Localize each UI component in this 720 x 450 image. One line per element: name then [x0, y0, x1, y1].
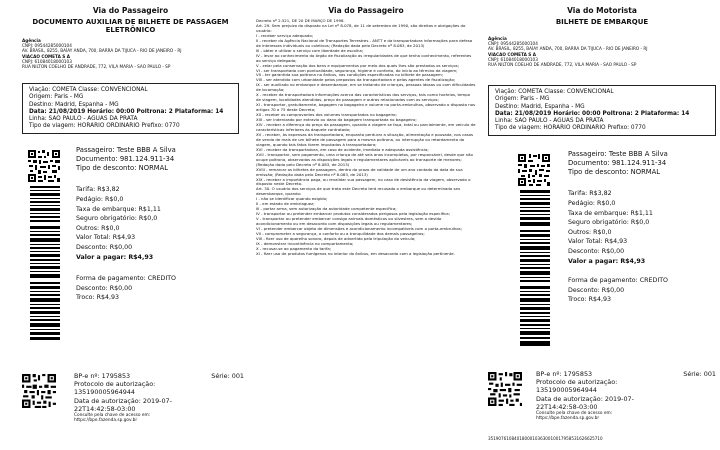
- fare-outros: Outros: R$0,0: [568, 228, 612, 236]
- protocol-label: Protocolo de autorização:: [74, 380, 156, 389]
- fare-embarque: Taxa de embarque: R$1,11: [76, 205, 161, 213]
- passenger-document: Documento: 981.124.911-34: [76, 155, 175, 164]
- authorization-time: 22T14:42:58-03:00: [536, 402, 598, 411]
- legal-paragraph: III - obter e utilizar o serviço com liberdade de escolha;: [256, 47, 364, 53]
- legal-paragraph: XVII - transportar, sem pagamento, uma criança de até seis anos incompletos, por responsável, desde que não ocupe poltrona, observadas as disposições legais e regulamentares aplicáveis ao transporte de menores; (Redação dada pelo Decreto nº 8.083, de 2013): [256, 151, 473, 167]
- via-heading: Via do Passageiro: [92, 6, 169, 15]
- discount-type: Tipo de desconto: NORMAL: [568, 168, 661, 177]
- payment-discount: Desconto: R$0,00: [76, 284, 133, 292]
- legal-paragraph: II - receber da Agência Nacional de Transportes Terrestres - ANTT e da transportadora informações para defesa de interesses individuais ou coletivos; (Redação dada pelo Decreto nº 8.083, de 2013): [256, 37, 473, 48]
- barcode-icon: [30, 186, 60, 222]
- fare-tarifa: Tarifa: R$3,82: [568, 190, 612, 198]
- legal-paragraph: Decreto nº 2.521, DE 20 DE MARÇO DE 1998.: [256, 18, 345, 23]
- viacao-line: Viação: COMETA Classe: CONVENCIONAL: [29, 87, 148, 94]
- payment-block: [76, 274, 245, 303]
- passenger-document: Documento: 981.124.911-34: [568, 159, 667, 168]
- bpe-series: Série: 001: [211, 372, 244, 380]
- authorization-block: [74, 372, 244, 423]
- date-line: Data: 21/08/2019 Horário: 00:00 Poltrona: 2 Plataforma: 14: [495, 110, 690, 117]
- destination-line: Destino: Madrid, Espanha - MG: [495, 103, 585, 110]
- agency-address: AV. BRASIL, 8255, BAÍAY ANDA, 700, BARRA DA TIJUCA - RIO DE JANEIRO - RJ: [488, 46, 648, 52]
- barcode-icon: [520, 286, 550, 346]
- qr-code-icon: [518, 154, 550, 186]
- legal-paragraph: VI - pretender embarcar objeto de dimensões e acondicionamento incompatíveis com o porta-embrulhos;: [256, 226, 462, 232]
- agency-cnpj: CNPJ: 09544285000104: [22, 43, 72, 49]
- fare-pagar: Valor a pagar: R$4,93: [568, 257, 646, 265]
- payment-discount: Desconto: R$0,00: [568, 286, 625, 294]
- legal-paragraph: IX - demonstrar incontinência no comportamento;: [256, 240, 354, 246]
- legal-paragraph: X - recusar-se ao pagamento da tarifa;: [256, 245, 332, 251]
- legal-paragraph: V - zelar pela conservação dos bens e equipamentos por meio dos quais lhes são prestados os serviços;: [256, 62, 460, 68]
- qr-code-icon: [28, 150, 60, 182]
- protocol-number: 135190005964944: [536, 386, 597, 395]
- agency-label: Agência: [488, 36, 507, 41]
- payment-method: Forma de pagamento: CREDITO: [76, 275, 177, 283]
- qr-code-icon: [488, 372, 522, 406]
- fare-pedagio: Pedágio: R$0,0: [568, 200, 616, 208]
- legal-paragraph: XV - receber, às expensas da transportadora, enquanto perdurar a situação, alimentação e pousada, nos casos de venda de mais de um bilhete de passagem para a mesma poltrona, ou interrupção ou retardamento da viagem, quando tais fatos forem imputados à transportadora;: [256, 131, 474, 147]
- fare-seguro: Seguro obrigatório: R$0,0: [568, 219, 650, 227]
- company-name: VIACAO COMETA S A: [22, 53, 70, 59]
- protocol-number: 135190005964944: [74, 388, 135, 397]
- legal-paragraph: V - transportar ou pretender embarcar consigo animais domésticos ou silvestres, sem o devido acondicionamento ou em desacordo com disposições legais ou regulamentares;: [256, 216, 442, 227]
- fare-desconto: Desconto: R$0,00: [568, 248, 625, 255]
- route-line: Linha: SAO PAULO - AGUAS DA PRATA: [29, 116, 138, 123]
- fare-desconto: Desconto: R$0,00: [76, 244, 133, 251]
- destination-line: Destino: Madrid, Espanha - MG: [29, 101, 119, 108]
- legal-paragraph: XVIII - remarcar os bilhetes de passagem, dentro do prazo de validade de um ano contado da data de sua emissão; (Redação dada pelo Decreto nº 8.083, de 2013): [256, 166, 463, 177]
- legal-paragraph: VIII - ser atendido com urbanidade pelos prepostos da transportadora e pelos agentes de fiscalização;: [256, 77, 456, 83]
- legal-paragraph: XI - fizer uso de produtos fumígenos no interior do ônibus, em desacordo com a legislação pertinente.: [256, 250, 455, 256]
- company-name: VIACAO COMETA S A: [488, 51, 536, 57]
- fare-pagar: Valor a pagar: R$4,93: [76, 253, 154, 261]
- legal-paragraph: XIV - receber a diferença do preço da passagem, quando a viagem se faça, total ou parcialmente, em veículo de características inferiores às daquele contratado;: [256, 122, 476, 132]
- legal-paragraph: IX - ser auxiliado no embarque e desembarque, em se tratando de crianças, pessoas idosas ou com dificuldades de locomoção;: [256, 82, 476, 93]
- payment-change: Troco: R$4,93: [76, 294, 120, 302]
- consult-label: Consulte pela chave de acesso em:: [74, 413, 151, 419]
- origin-line: Origem: Paris - MG: [495, 96, 550, 103]
- legal-paragraph: XIII - ser indenizado por extravio ou dano da bagagem transportada no bagageiro;: [256, 117, 417, 123]
- legal-paragraph: X - receber da transportadora informações acerca das características dos serviços, tais como horários, tempo de viagem, localidades atendidas, preço de passagem e outras relacionadas com os serviços;: [256, 92, 471, 103]
- fare-seguro: Seguro obrigatório: R$0,0: [76, 215, 158, 223]
- barcode-icon: [30, 282, 60, 340]
- bpe-number: BP-e nº: 1795853: [74, 372, 131, 380]
- viacao-line: Viação: COMETA Classe: CONVENCIONAL: [495, 89, 614, 96]
- document-title: BILHETE DE EMBARQUE: [555, 18, 649, 26]
- authorization-time: 22T14:42:58-03:00: [74, 404, 136, 413]
- route-line: Linha: SAO PAULO - AGUAS DA PRATA: [495, 118, 604, 125]
- fare-list: [568, 189, 718, 266]
- legal-paragraph: VII - ter garantida sua poltrona no ônibus, nas condições especificadas no bilhete de passagem;: [256, 72, 444, 78]
- qr-code-icon: [22, 374, 56, 408]
- protocol-label: Protocolo de autorização:: [536, 378, 618, 387]
- legal-paragraph: XIX - receber a importância paga, ou revalidar sua passagem, no caso de desistência da viagem, observado o disposto neste Decreto.: [256, 176, 471, 187]
- access-key: 35190761084018000103630010017958531626625710: [488, 436, 603, 441]
- trip-type-line: Tipo de viagem: HORARIO ORDINARIO Prefixo: 0770: [495, 125, 646, 132]
- barcode-icon: [30, 226, 60, 278]
- agency-cnpj: CNPJ: 09544285000104: [488, 41, 538, 47]
- payment-block: [568, 276, 718, 305]
- passenger-ticket-column: [0, 0, 245, 450]
- legal-paragraph: I - receber serviço adequado;: [256, 32, 314, 38]
- fare-outros: Outros: R$0,0: [76, 224, 120, 232]
- legal-paragraph: VIII - fizer uso de aparelho sonoro, depois de advertido pela tripulação do veículo;: [256, 235, 416, 241]
- payment-change: Troco: R$4,93: [568, 296, 612, 304]
- legal-paragraph: I - não se identificar quando exigido;: [256, 196, 328, 202]
- bpe-series: Série: 001: [683, 370, 716, 378]
- agency-address: AV. BRASIL, 8255, BAÍAY ANDA, 700, BARRA DA TIJUCA - RIO DE JANEIRO - RJ: [22, 48, 182, 54]
- legal-paragraph: XVI - receber da transportadora, em caso de acidente, imediata e adequada assistência;: [256, 146, 429, 152]
- authorization-block: [536, 370, 716, 421]
- driver-ticket-column: [478, 0, 720, 450]
- barcode-icon: [520, 190, 550, 226]
- trip-type-line: Tipo de viagem: HORARIO ORDINARIO Prefixo: 0770: [29, 123, 180, 130]
- legal-text: [256, 19, 476, 257]
- via-heading: Via do Motorista: [567, 6, 637, 15]
- agency-label: Agência: [22, 38, 41, 43]
- authorization-date: Data de autorização: 2019-07-: [536, 394, 634, 403]
- origin-line: Origem: Paris - MG: [29, 94, 84, 101]
- legal-paragraph: XII - receber os comprovantes dos volumes transportados no bagageiro;: [256, 112, 397, 118]
- legal-paragraph: IV - transportar ou pretender embarcar produtos considerados perigosos pela legislação específica;: [256, 211, 450, 217]
- company-cnpj: CNPJ: 61084018000103: [488, 56, 538, 62]
- authorization-date: Data de autorização: 2019-07-: [74, 396, 172, 405]
- barcode-icon: [520, 230, 550, 282]
- document-title: DOCUMENTO AUXILIAR DE BILHETE DE PASSAGEM ELETRÔNICO: [32, 18, 229, 34]
- legal-paragraph: Art. 29. Sem prejuízo do disposto na Lei nº 8.078, de 11 de setembro de 1990, são direitos e obrigações do usuário:: [256, 22, 466, 33]
- agency-block: [488, 36, 716, 67]
- discount-type: Tipo de desconto: NORMAL: [76, 164, 169, 173]
- legal-paragraph: VI - ser transportado com pontualidade, segurança, higiene e conforto, do início ao término da viagem;: [256, 67, 458, 73]
- consult-url[interactable]: https://bpe.fazenda.sp.gov.br: [74, 418, 138, 424]
- company-cnpj: CNPJ: 61084018000103: [22, 58, 72, 64]
- legal-paragraph: XI - transportar, gratuitamente, bagagem no bagageiro e volume no porta-embrulhos, observado o disposto nos artigos 70 a 75 deste Decreto;: [256, 102, 476, 113]
- company-address: RUA NILTON COELHO DE ANDRADE, 772, VILA MARIA - SAO PAULO - SP: [488, 62, 637, 68]
- fare-embarque: Taxa de embarque: R$1,11: [568, 209, 653, 217]
- fare-list: [76, 185, 245, 262]
- legal-paragraph: VII - comprometer a segurança, o conforto ou a tranquilidade dos demais passageiros;: [256, 230, 425, 236]
- legal-paragraph: III - portar arma, sem autorização da autoridade competente específica;: [256, 206, 397, 212]
- legal-terms-column: [250, 0, 480, 450]
- fare-total: Valor Total: R$4,93: [568, 238, 628, 246]
- agency-block: [22, 38, 239, 69]
- passenger-name-text: Passageiro: Teste BBB A Silva: [76, 146, 176, 155]
- company-address: RUA NILTON COELHO DE ANDRADE, 772, VILA MARIA - SAO PAULO - SP: [22, 64, 171, 70]
- passenger-name: Passageiro: Teste BBB A Silva: [568, 150, 668, 159]
- consult-label: Consulte pela chave de acesso em:: [536, 411, 613, 417]
- legal-paragraph: IV - levar ao conhecimento do órgão de fiscalização as irregularidades de que tenha conhecimento, referentes ao serviço delegado;: [256, 52, 472, 63]
- consult-url[interactable]: https://bpe.fazenda.sp.gov.br: [536, 416, 600, 422]
- legal-paragraph: II - em estado de embriaguez;: [256, 201, 315, 207]
- trip-info-box: [488, 85, 716, 136]
- fare-pedagio: Pedágio: R$0,0: [76, 196, 124, 204]
- payment-method: Forma de pagamento: CREDITO: [568, 277, 669, 285]
- date-line: Data: 21/08/2019 Horário: 00:00 Poltrona: 2 Plataforma: 14: [29, 108, 224, 115]
- bpe-number: BP-e nº: 1795853: [536, 370, 593, 378]
- fare-total: Valor Total: R$4,93: [76, 234, 136, 242]
- via-heading: Via do Passageiro: [328, 6, 404, 15]
- passenger-name: [76, 146, 245, 155]
- trip-info-box: [22, 83, 239, 134]
- fare-tarifa: Tarifa: R$3,82: [76, 186, 120, 194]
- legal-paragraph: Art. 30. O usuário dos serviços de que trata este Decreto terá recusado o embarque ou determinado seu desembarque, quando:: [256, 186, 461, 197]
